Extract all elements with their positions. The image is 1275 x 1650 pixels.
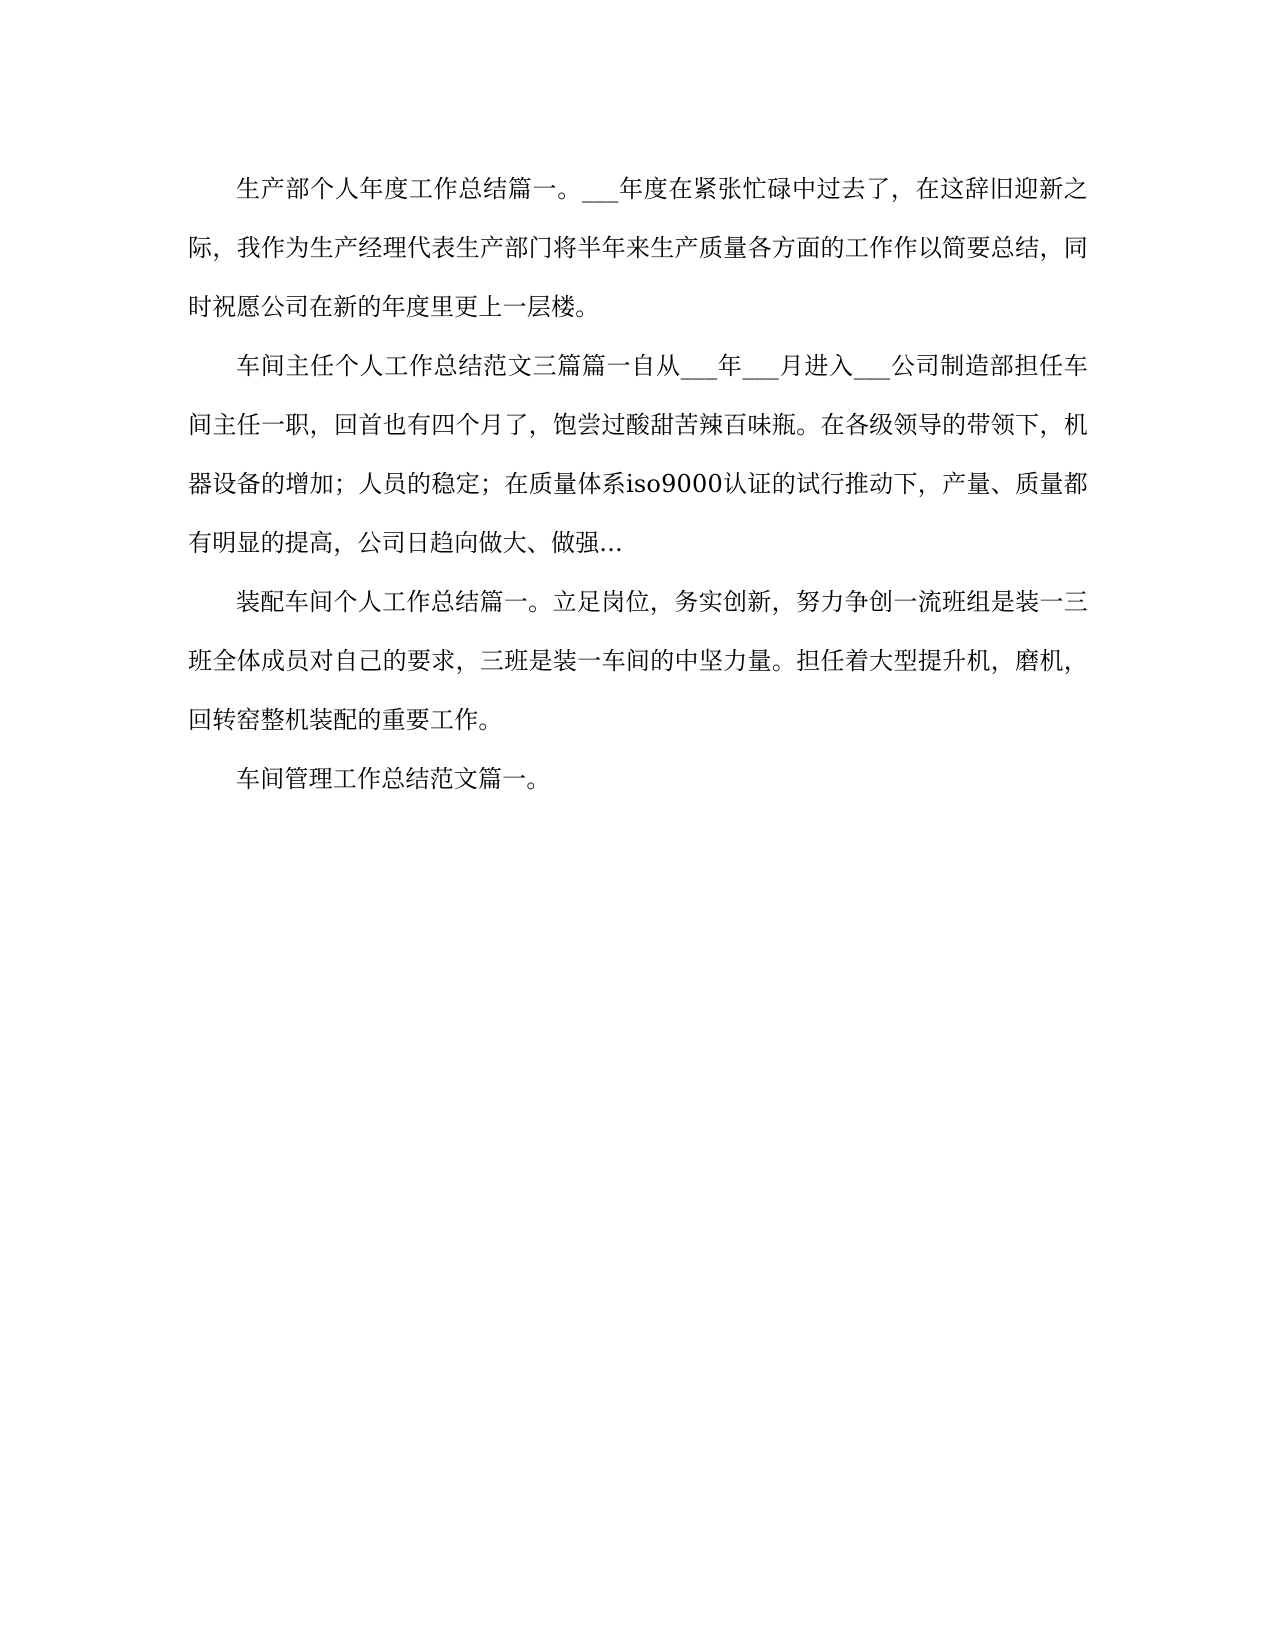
document-body [188, 160, 1088, 809]
paragraph-assembly-workshop-summary: 装配车间个人工作总结篇一。立足岗位，务实创新，努力争创一流班组是装一三班全体成员对自己的要求，三班是装一车间的中坚力量。担任着大型提升机，磨机，回转窑整机装配的重要工作。 [188, 588, 1088, 734]
paragraph-workshop-director-summary: 车间主任个人工作总结范文三篇篇一自从___年___月进入___公司制造部担任车间主任一职，回首也有四个月了，饱尝过酸甜苦辣百味瓶。在各级领导的带领下，机器设备的增加；人员的稳定；在质量体系iso9000认证的试行推动下，产量、质量都有明显的提高，公司日趋向做大、做强... [188, 352, 1088, 557]
paragraph-workshop-management-summary: 车间管理工作总结范文篇一。 [236, 765, 551, 793]
paragraph-production-summary: 生产部个人年度工作总结篇一。___年度在紧张忙碌中过去了，在这辞旧迎新之际，我作为生产经理代表生产部门将半年来生产质量各方面的工作作以简要总结，同时祝愿公司在新的年度里更上一层楼。 [188, 175, 1088, 321]
